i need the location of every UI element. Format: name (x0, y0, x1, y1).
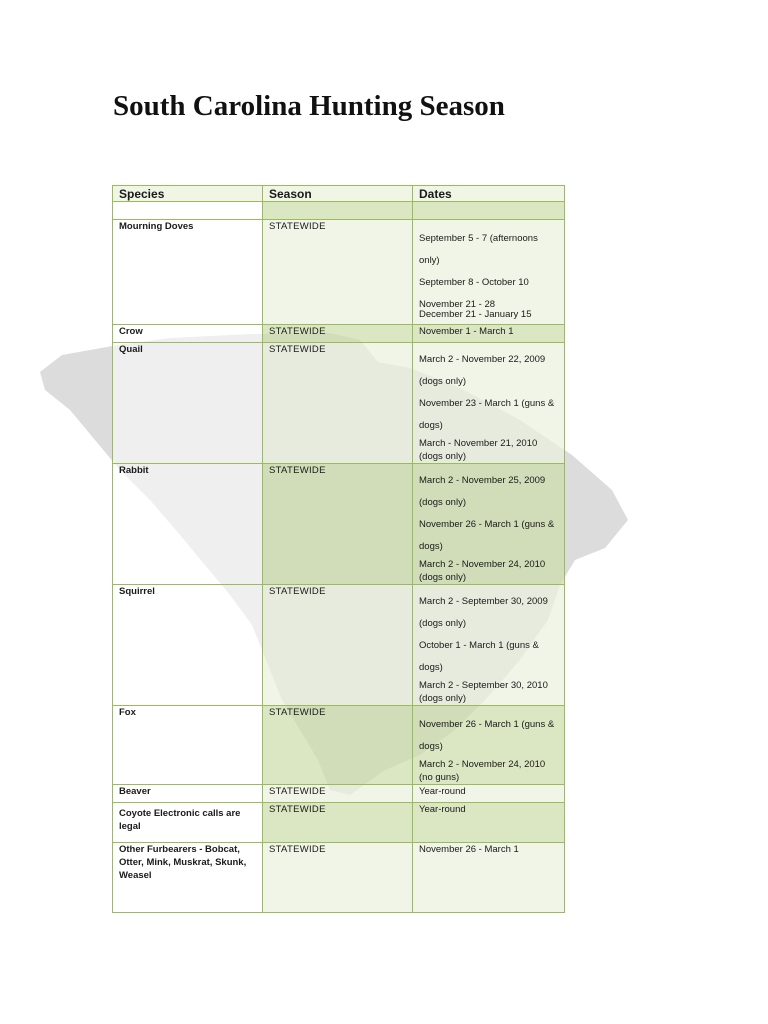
dates-cell (413, 706, 565, 785)
species-cell: Beaver (113, 785, 263, 803)
table-row (113, 803, 565, 843)
date-line: November 26 - March 1 (419, 844, 519, 855)
season-cell: STATEWIDE (263, 843, 413, 913)
season-cell: STATEWIDE (263, 803, 413, 843)
date-line: October 1 - March 1 (guns & dogs) (419, 640, 539, 673)
date-line: March 2 - September 30, 2010 (dogs only) (419, 680, 548, 704)
date-line: March 2 - September 30, 2009 (dogs only) (419, 596, 548, 629)
dates-cell (413, 585, 565, 706)
season-cell: STATEWIDE (263, 464, 413, 585)
table-row (113, 220, 565, 325)
dates-cell (413, 325, 565, 343)
date-line: December 21 - January 15 (419, 309, 532, 320)
season-cell: STATEWIDE (263, 343, 413, 464)
date-line: March 2 - November 24, 2010 (dogs only) (419, 559, 546, 583)
dates-cell (413, 343, 565, 464)
species-cell: Coyote Electronic calls are legal (113, 803, 263, 843)
table-row (113, 343, 565, 464)
table-row (113, 706, 565, 785)
date-line: March 2 - November 25, 2009 (dogs only) (419, 475, 546, 508)
season-cell: STATEWIDE (263, 585, 413, 706)
dates-cell (413, 202, 565, 220)
date-line: November 23 - March 1 (guns & dogs) (419, 398, 555, 431)
date-line: November 26 - March 1 (guns & dogs) (419, 519, 555, 552)
species-cell: Mourning Doves (113, 220, 263, 325)
season-cell: STATEWIDE (263, 706, 413, 785)
species-cell: Fox (113, 706, 263, 785)
header-season: Season (263, 186, 413, 202)
date-line: Year-round (419, 804, 466, 815)
date-line: September 8 - October 10 (419, 277, 529, 288)
season-cell: STATEWIDE (263, 220, 413, 325)
date-line: Year-round (419, 786, 466, 797)
date-line: March 2 - November 22, 2009 (dogs only) (419, 354, 546, 387)
date-line: March 2 - November 24, 2010 (no guns) (419, 759, 546, 783)
species-cell: Squirrel (113, 585, 263, 706)
species-cell: Other Furbearers - Bobcat, Otter, Mink, Muskrat, Skunk, Weasel (113, 843, 263, 913)
species-cell: Crow (113, 325, 263, 343)
table-header-row (113, 186, 565, 202)
table-row (113, 325, 565, 343)
header-dates: Dates (413, 186, 565, 202)
table-row (113, 785, 565, 803)
page-title: South Carolina Hunting Season (113, 90, 505, 122)
table-row (113, 585, 565, 706)
date-line: March - November 21, 2010 (dogs only) (419, 438, 538, 462)
date-line: November 26 - March 1 (guns & dogs) (419, 719, 555, 752)
hunting-season-table (112, 185, 565, 913)
date-line: November 21 - 28 (419, 299, 496, 310)
table-row (113, 464, 565, 585)
date-line: September 5 - 7 (afternoons only) (419, 233, 538, 266)
species-cell: Quail (113, 343, 263, 464)
season-cell (263, 202, 413, 220)
season-cell: STATEWIDE (263, 325, 413, 343)
date-line: November 1 - March 1 (419, 326, 514, 337)
dates-cell (413, 220, 565, 325)
table-row (113, 202, 565, 220)
season-cell: STATEWIDE (263, 785, 413, 803)
table-row (113, 843, 565, 913)
dates-cell (413, 843, 565, 913)
species-cell (113, 202, 263, 220)
species-cell: Rabbit (113, 464, 263, 585)
dates-cell (413, 803, 565, 843)
dates-cell (413, 785, 565, 803)
dates-cell (413, 464, 565, 585)
header-species: Species (113, 186, 263, 202)
